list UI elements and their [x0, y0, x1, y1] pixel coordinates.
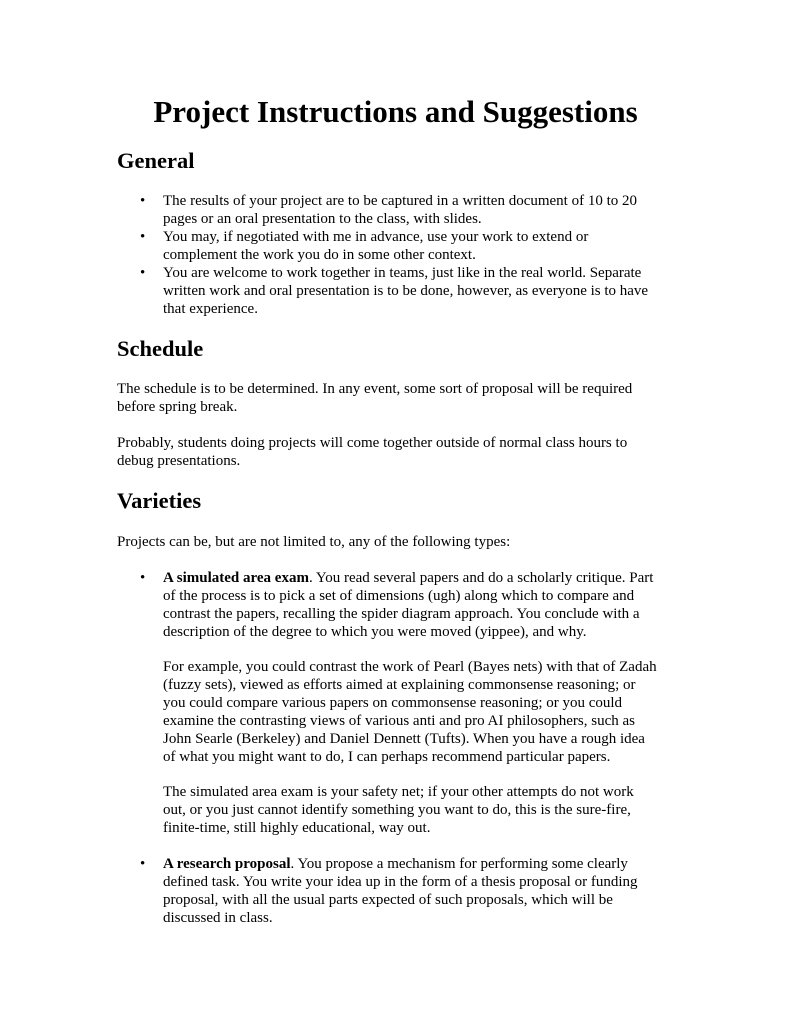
- paragraph: The schedule is to be determined. In any event, some sort of proposal will be required before spring break.: [117, 381, 633, 415]
- bullet-icon: •: [140, 229, 146, 245]
- section-heading-schedule: Schedule: [117, 336, 204, 361]
- list-item: You are welcome to work together in teams, just like in the real world. Separate written work and oral presentation is to be done, however, as everyone is to have that experience.: [163, 265, 649, 317]
- bullet-icon: •: [140, 193, 146, 209]
- paragraph: For example, you could contrast the work of Pearl (Bayes nets) with that of Zadah (fuzzy sets), viewed as efforts aimed at explaining commonsense reasoning; or you could compare various papers on commonsense reasoning; or you could examine the contrasting views of various anti and pro AI philosophers, such as John Searle (Berkeley) and Daniel Dennett (Tufts). When you have a rough idea of what you might want to do, I can perhaps recommend particular papers.: [163, 659, 657, 765]
- bullet-icon: •: [140, 265, 146, 281]
- paragraph: Probably, students doing projects will come together outside of normal class hours to debug presentations.: [117, 435, 628, 469]
- item-term: A simulated area exam: [163, 570, 309, 586]
- page-title: Project Instructions and Suggestions: [153, 94, 638, 129]
- list-item: A simulated area exam. You read several papers and do a scholarly critique. Part of the process is to pick a set of dimensions (ugh) along which to compare and contrast the papers, recalling the spider diagram approach. You conclude with a description of the degree to which you were moved (yippee), and why.: [163, 570, 654, 640]
- list-item: You may, if negotiated with me in advance, use your work to extend or complement the work you do in some other context.: [163, 229, 589, 263]
- paragraph: Projects can be, but are not limited to, any of the following types:: [117, 534, 511, 550]
- bullet-icon: •: [140, 570, 146, 586]
- paragraph: The simulated area exam is your safety net; if your other attempts do not work out, or you just cannot identify something you want to do, this is the sure-fire, finite-time, still highly educational, way out.: [163, 784, 634, 836]
- bullet-icon: •: [140, 856, 146, 872]
- section-heading-general: General: [117, 148, 195, 173]
- item-term: A research proposal: [163, 856, 291, 872]
- section-heading-varieties: Varieties: [117, 488, 202, 513]
- list-item: The results of your project are to be captured in a written document of 10 to 20 pages or an oral presentation to the class, with slides.: [163, 193, 638, 227]
- list-item: A research proposal. You propose a mechanism for performing some clearly defined task. You write your idea up in the form of a thesis proposal or funding proposal, with all the usual parts expected of such proposals, which will be discussed in class.: [163, 856, 638, 926]
